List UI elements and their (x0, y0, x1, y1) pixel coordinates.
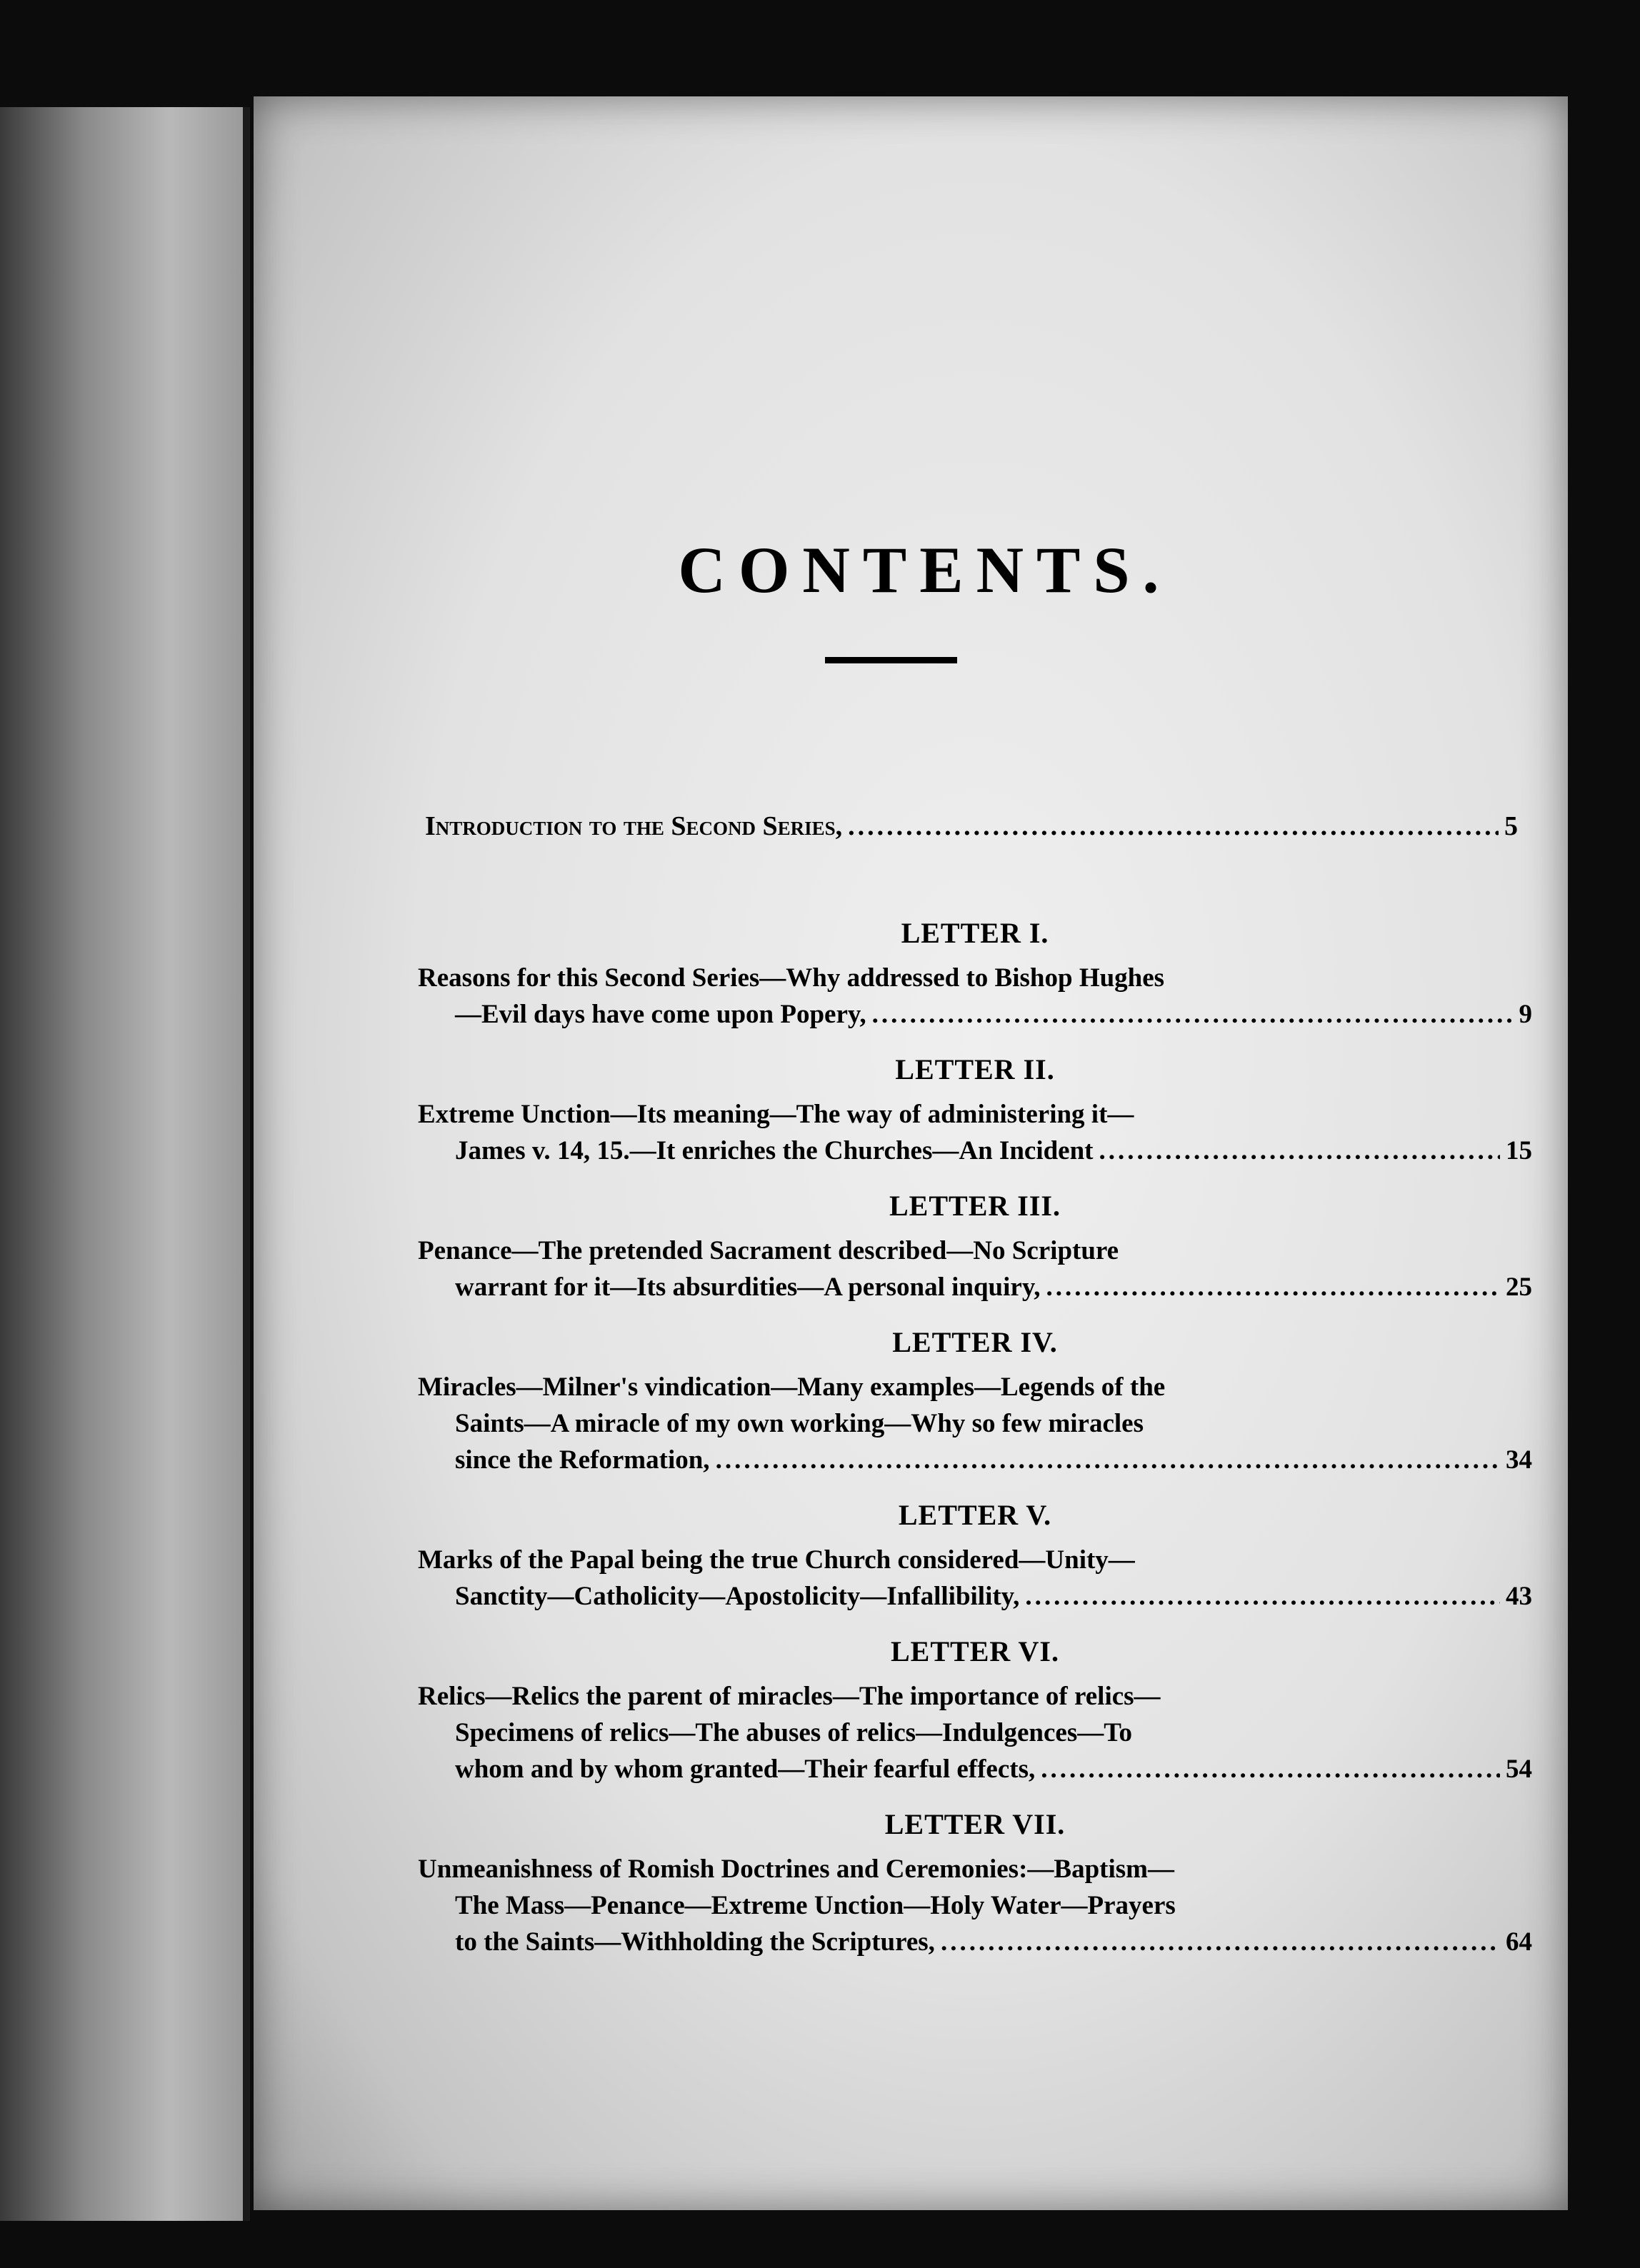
summary-line: The Mass—Penance—Extreme Unction—Holy Water—Prayers (455, 1891, 1176, 1920)
summary-line: Unmeanishness of Romish Doctrines and Ceremonies:—Baptism— (418, 1855, 1174, 1884)
leader-dots (848, 811, 1499, 842)
letter-summary (418, 1233, 1532, 1305)
summary-line: since the Reformation, (455, 1445, 710, 1475)
intro-page-number: 5 (1504, 811, 1518, 841)
summary-line: Sanctity—Catholicity—Apostolicity—Infallibility, (455, 1582, 1020, 1611)
summary-line: Miracles—Milner's vindication—Many examples—Legends of the (418, 1373, 1166, 1402)
letter-summary (418, 1678, 1532, 1787)
page-number: 54 (1506, 1755, 1532, 1784)
summary-line: Extreme Unction—Its meaning—The way of administering it— (418, 1100, 1134, 1129)
letter-heading: LETTER V. (898, 1499, 1052, 1531)
summary-line: Penance—The pretended Sacrament described—No Scripture (418, 1236, 1119, 1265)
letter-summary (418, 1851, 1532, 1960)
summary-last-line (455, 1751, 1532, 1787)
leader-dots (1041, 1751, 1500, 1787)
summary-last-line (455, 1442, 1532, 1478)
page-number: 9 (1519, 1000, 1532, 1029)
letter-entry (418, 1498, 1532, 1615)
page-number: 34 (1506, 1445, 1532, 1475)
letter-heading: LETTER I. (901, 917, 1049, 949)
leader-dots (1046, 1269, 1500, 1305)
summary-line: Marks of the Papal being the true Church considered—Unity— (418, 1545, 1135, 1575)
letter-heading: LETTER VII. (884, 1808, 1066, 1840)
summary-last-line (455, 1924, 1532, 1960)
summary-line: James v. 14, 15.—It enriches the Churches—An Incident (455, 1136, 1094, 1165)
letter-heading: LETTER III. (889, 1190, 1061, 1222)
letter-heading: LETTER II. (895, 1053, 1055, 1085)
facing-page-edge (0, 107, 250, 2221)
letter-heading: LETTER IV. (892, 1326, 1058, 1358)
contents-list (418, 896, 1532, 1960)
page-number: 43 (1506, 1582, 1532, 1611)
letter-heading: LETTER VI. (890, 1635, 1059, 1667)
letter-entry (418, 1807, 1532, 1960)
summary-line: Reasons for this Second Series—Why addressed to Bishop Hughes (418, 963, 1165, 993)
letter-summary (418, 1096, 1532, 1169)
page-number: 25 (1506, 1273, 1532, 1302)
letter-entry (418, 916, 1532, 1033)
summary-line: warrant for it—Its absurdities—A personal inquiry, (455, 1273, 1041, 1302)
summary-last-line (455, 1269, 1532, 1305)
summary-line: to the Saints—Withholding the Scriptures, (455, 1927, 935, 1957)
letter-summary (418, 1369, 1532, 1478)
letter-entry (418, 1053, 1532, 1169)
letter-entry (418, 1325, 1532, 1478)
page-number: 64 (1506, 1927, 1532, 1957)
summary-line: —Evil days have come upon Popery, (455, 1000, 866, 1029)
letter-summary (418, 960, 1532, 1033)
book-page (254, 96, 1568, 2210)
leader-dots (872, 996, 1514, 1033)
leader-dots (716, 1442, 1500, 1478)
summary-line: Relics—Relics the parent of miracles—The importance of relics— (418, 1682, 1161, 1711)
leader-dots (941, 1924, 1500, 1960)
summary-line: Specimens of relics—The abuses of relics—Indulgences—To (455, 1718, 1132, 1747)
intro-label: Introduction to the Second Series, (425, 811, 843, 841)
summary-last-line (455, 996, 1532, 1033)
page-number: 15 (1506, 1136, 1532, 1165)
title-rule (825, 657, 957, 663)
leader-dots (1099, 1133, 1501, 1169)
summary-last-line (455, 1133, 1532, 1169)
page-title: CONTENTS. (678, 533, 1172, 606)
letter-entry (418, 1635, 1532, 1787)
letter-entry (418, 1189, 1532, 1305)
leader-dots (1025, 1578, 1500, 1615)
summary-line: whom and by whom granted—Their fearful effects, (455, 1755, 1036, 1784)
summary-last-line (455, 1578, 1532, 1615)
letter-summary (418, 1542, 1532, 1615)
intro-entry (425, 811, 1518, 842)
summary-line: Saints—A miracle of my own working—Why so few miracles (455, 1409, 1144, 1438)
